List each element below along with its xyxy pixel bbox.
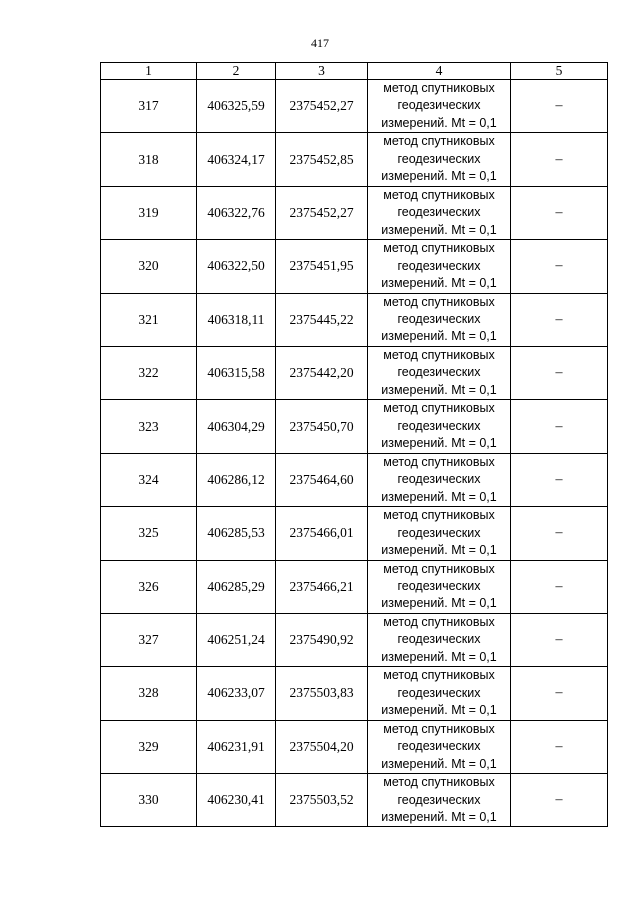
method-cell: [368, 613, 511, 666]
method-text-line: измерений. Mt = 0,1: [381, 756, 497, 771]
point-number-cell: 321: [101, 293, 197, 346]
table-row: [101, 293, 608, 346]
point-number-cell: 317: [101, 80, 197, 133]
note-cell: –: [511, 346, 608, 399]
method-text-line: метод спутниковых: [383, 348, 495, 363]
method-text-line: метод спутниковых: [383, 508, 495, 523]
note-cell: –: [511, 80, 608, 133]
note-cell: –: [511, 240, 608, 293]
method-cell: [368, 507, 511, 560]
note-cell: –: [511, 560, 608, 613]
x-coordinate-cell: 406285,53: [197, 507, 276, 560]
method-text-line: геодезических: [397, 312, 481, 327]
method-text-line: измерений. Mt = 0,1: [381, 382, 497, 397]
method-cell: [368, 667, 511, 720]
method-text-line: геодезических: [397, 685, 481, 700]
method-text-line: метод спутниковых: [383, 614, 495, 629]
note-cell: –: [511, 774, 608, 827]
method-text-line: измерений. Mt = 0,1: [381, 436, 497, 451]
method-cell: [368, 774, 511, 827]
table-row: [101, 507, 608, 560]
table-row: [101, 186, 608, 239]
x-coordinate-cell: 406231,91: [197, 720, 276, 773]
y-coordinate-cell: 2375466,01: [276, 507, 368, 560]
point-number-cell: 328: [101, 667, 197, 720]
method-cell: [368, 186, 511, 239]
y-coordinate-cell: 2375490,92: [276, 613, 368, 666]
method-text-line: метод спутниковых: [383, 775, 495, 790]
method-text-line: измерений. Mt = 0,1: [381, 809, 497, 824]
x-coordinate-cell: 406322,50: [197, 240, 276, 293]
method-text-line: геодезических: [397, 151, 481, 166]
point-number-cell: 324: [101, 453, 197, 506]
y-coordinate-cell: 2375450,70: [276, 400, 368, 453]
y-coordinate-cell: 2375451,95: [276, 240, 368, 293]
method-text-line: геодезических: [397, 98, 481, 113]
x-coordinate-cell: 406324,17: [197, 133, 276, 186]
method-text-line: геодезических: [397, 579, 481, 593]
method-text-line: геодезических: [397, 739, 481, 754]
column-header: 3: [276, 63, 368, 80]
x-coordinate-cell: 406285,29: [197, 560, 276, 613]
method-text-line: метод спутниковых: [383, 401, 495, 416]
table-row: [101, 240, 608, 293]
point-number-cell: 329: [101, 720, 197, 773]
y-coordinate-cell: 2375503,83: [276, 667, 368, 720]
coordinates-table: [100, 62, 608, 827]
table-row: [101, 613, 608, 666]
table-row: [101, 453, 608, 506]
table-row: [101, 400, 608, 453]
note-cell: –: [511, 293, 608, 346]
y-coordinate-cell: 2375466,21: [276, 560, 368, 613]
method-text-line: измерений. Mt = 0,1: [381, 276, 497, 291]
column-header: 1: [101, 63, 197, 80]
table-row: [101, 667, 608, 720]
method-text-line: метод спутниковых: [383, 81, 495, 96]
method-text-line: метод спутниковых: [383, 241, 495, 256]
method-text-line: геодезических: [397, 472, 481, 487]
method-cell: [368, 240, 511, 293]
table-header-row: [101, 63, 608, 80]
table-row: [101, 774, 608, 827]
x-coordinate-cell: 406315,58: [197, 346, 276, 399]
x-coordinate-cell: 406286,12: [197, 453, 276, 506]
note-cell: –: [511, 613, 608, 666]
method-text-line: измерений. Mt = 0,1: [381, 649, 497, 664]
method-text-line: метод спутниковых: [383, 668, 495, 683]
x-coordinate-cell: 406233,07: [197, 667, 276, 720]
column-header: 5: [511, 63, 608, 80]
note-cell: –: [511, 720, 608, 773]
method-cell: [368, 720, 511, 773]
table-row: [101, 80, 608, 133]
table-row: [101, 133, 608, 186]
method-text-line: метод спутниковых: [383, 721, 495, 736]
method-text-line: метод спутниковых: [383, 294, 495, 309]
method-cell: [368, 133, 511, 186]
method-text-line: метод спутниковых: [383, 187, 495, 202]
point-number-cell: 322: [101, 346, 197, 399]
x-coordinate-cell: 406325,59: [197, 80, 276, 133]
table-row: [101, 720, 608, 773]
y-coordinate-cell: 2375452,27: [276, 186, 368, 239]
point-number-cell: 327: [101, 613, 197, 666]
point-number-cell: 319: [101, 186, 197, 239]
method-text-line: измерений. Mt = 0,1: [381, 703, 497, 718]
method-cell: [368, 400, 511, 453]
y-coordinate-cell: 2375464,60: [276, 453, 368, 506]
method-text-line: измерений. Mt = 0,1: [381, 489, 497, 504]
note-cell: –: [511, 400, 608, 453]
note-cell: –: [511, 186, 608, 239]
method-text-line: метод спутниковых: [383, 561, 495, 576]
note-cell: –: [511, 453, 608, 506]
x-coordinate-cell: 406318,11: [197, 293, 276, 346]
method-text-line: геодезических: [397, 258, 481, 273]
method-cell: [368, 80, 511, 133]
method-text-line: геодезических: [397, 418, 481, 433]
x-coordinate-cell: 406304,29: [197, 400, 276, 453]
y-coordinate-cell: 2375452,27: [276, 80, 368, 133]
y-coordinate-cell: 2375442,20: [276, 346, 368, 399]
method-text-line: измерений. Mt = 0,1: [381, 543, 497, 558]
point-number-cell: 325: [101, 507, 197, 560]
point-number-cell: 330: [101, 774, 197, 827]
method-text-line: измерений. Mt = 0,1: [381, 169, 497, 184]
method-text-line: геодезических: [397, 792, 481, 807]
method-text-line: измерений. Mt = 0,1: [381, 596, 497, 611]
x-coordinate-cell: 406251,24: [197, 613, 276, 666]
method-cell: [368, 293, 511, 346]
y-coordinate-cell: 2375452,85: [276, 133, 368, 186]
method-text-line: измерений. Mt = 0,1: [381, 222, 497, 237]
table-row: [101, 346, 608, 399]
note-cell: –: [511, 133, 608, 186]
note-cell: –: [511, 507, 608, 560]
method-text-line: метод спутниковых: [383, 454, 495, 469]
method-text-line: метод спутниковых: [383, 134, 495, 149]
method-cell: [368, 346, 511, 399]
point-number-cell: 318: [101, 133, 197, 186]
table-row: [101, 560, 608, 613]
y-coordinate-cell: 2375504,20: [276, 720, 368, 773]
method-text-line: геодезических: [397, 525, 481, 540]
method-text-line: геодезических: [397, 205, 481, 220]
method-text-line: геодезических: [397, 632, 481, 647]
method-cell: [368, 560, 511, 613]
point-number-cell: 320: [101, 240, 197, 293]
note-cell: –: [511, 667, 608, 720]
y-coordinate-cell: 2375503,52: [276, 774, 368, 827]
page-number: 417: [311, 36, 329, 50]
column-header: 2: [197, 63, 276, 80]
column-header: 4: [368, 63, 511, 80]
method-text-line: измерений. Mt = 0,1: [381, 115, 497, 130]
method-text-line: геодезических: [397, 365, 481, 380]
x-coordinate-cell: 406230,41: [197, 774, 276, 827]
point-number-cell: 323: [101, 400, 197, 453]
y-coordinate-cell: 2375445,22: [276, 293, 368, 346]
method-text-line: измерений. Mt = 0,1: [381, 329, 497, 344]
point-number-cell: 326: [101, 560, 197, 613]
x-coordinate-cell: 406322,76: [197, 186, 276, 239]
method-cell: [368, 453, 511, 506]
